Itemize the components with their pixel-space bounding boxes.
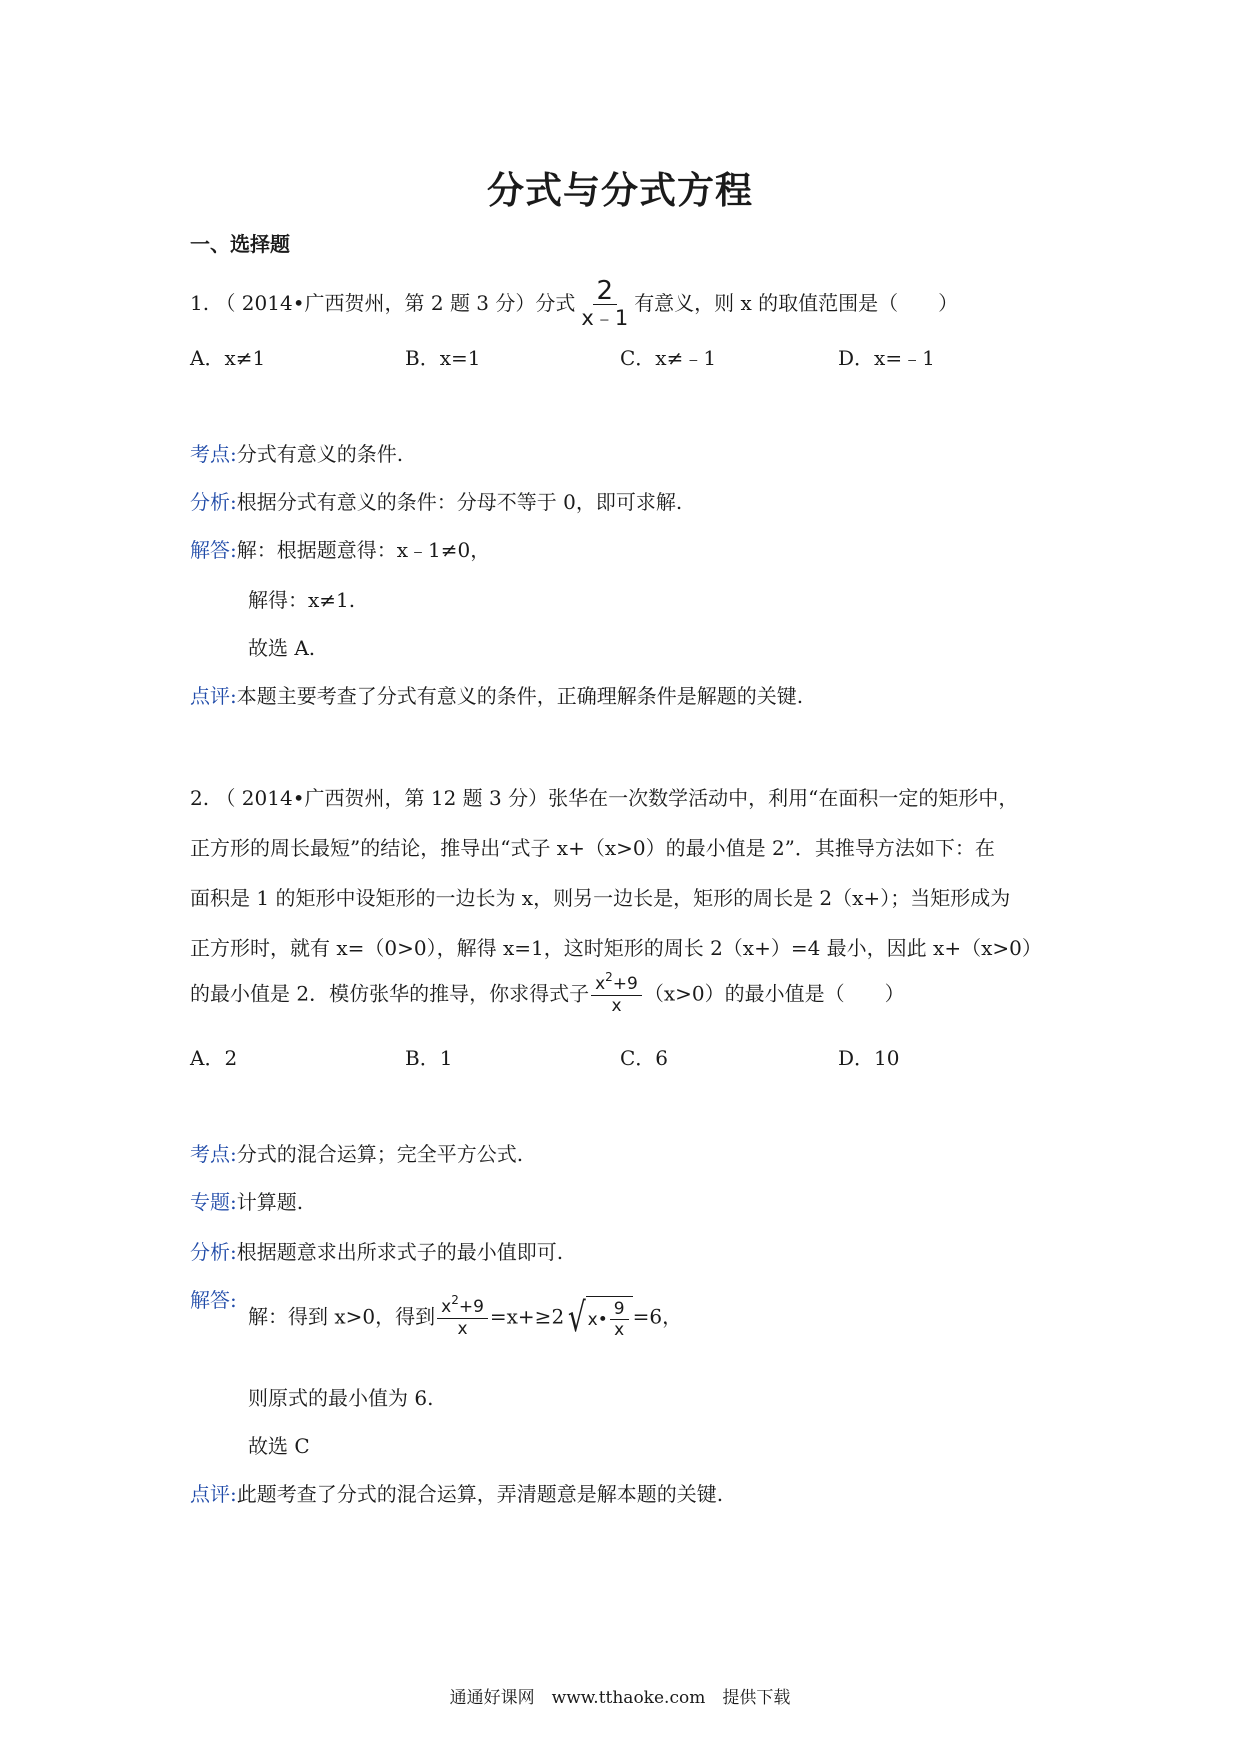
dianping-text: 本题主要考查了分式有意义的条件，正确理解条件是解题的关键. xyxy=(236,684,804,708)
radical-sign: √ xyxy=(567,1295,586,1341)
question-1-number: 1. xyxy=(190,291,210,315)
numerator-x: x xyxy=(441,1297,452,1317)
jieda-fraction xyxy=(437,1293,488,1339)
question-2-text-5a: 的最小值是 2．模仿张华的推导，你求得式子 xyxy=(190,981,590,1006)
numerator-exponent: 2 xyxy=(451,1293,459,1307)
question-2-fraction xyxy=(591,970,642,1016)
zhuanti-text: 计算题. xyxy=(236,1190,304,1214)
question-2-number: 2. xyxy=(190,786,210,810)
question-1-source: （ 2014•广西贺州，第 2 题 3 分）分式 xyxy=(215,291,576,315)
q2-jieda-line-1 xyxy=(248,1293,683,1341)
option-d: D．10 xyxy=(838,1046,900,1070)
radicand-dot: • xyxy=(597,1309,608,1330)
kaodian-label: 考点: xyxy=(190,1142,237,1166)
page-title: 分式与分式方程 xyxy=(487,169,753,212)
fraction-denominator: x﹣1 xyxy=(581,306,629,330)
question-2-line-2: 正方形的周长最短”的结论，推导出“式子 x+（x>0）的最小值是 2”．其推导方法如下：在 xyxy=(190,836,995,860)
q2-jieda-line-3: 故选 C xyxy=(248,1434,310,1458)
numerator-rest: +9 xyxy=(612,974,638,994)
question-2-line-3: 面积是 1 的矩形中设矩形的一边长为 x，则另一边长是，矩形的周长是 2（x+）；当矩形成为 xyxy=(190,886,1011,910)
q2-kaodian xyxy=(190,1140,523,1168)
jieda-text-1b: =x+≥2 xyxy=(489,1304,565,1329)
zhuanti-label: 专题: xyxy=(190,1190,237,1214)
kaodian-text: 分式有意义的条件. xyxy=(236,442,404,466)
numerator-x: x xyxy=(595,974,606,994)
q2-dianping xyxy=(190,1480,723,1508)
question-2-text-1: （ 2014•广西贺州，第 12 题 3 分）张华在一次数学活动中，利用“在面积一定的矩形中， xyxy=(215,786,1019,810)
question-1-stem xyxy=(190,278,958,331)
option-b: B．x=1 xyxy=(405,346,481,370)
q2-fenxi xyxy=(190,1238,563,1266)
radicand-x: x xyxy=(587,1309,598,1330)
question-1-stem-end: 有意义，则 x 的取值范围是（ ） xyxy=(634,291,959,315)
q1-fenxi xyxy=(190,488,682,516)
q2-zhuanti xyxy=(190,1188,303,1216)
radicand xyxy=(586,1296,633,1340)
q1-dianping xyxy=(190,682,803,710)
q1-jieda-line-2: 解得：x≠1. xyxy=(248,588,356,612)
question-2-line-4: 正方形时，就有 x=（0>0），解得 x=1，这时矩形的周长 2（x+）=4 最小，因此 x+（x>0） xyxy=(190,936,1042,960)
q2-jieda-label xyxy=(190,1286,237,1314)
question-1-fraction xyxy=(577,278,632,331)
question-2-text-5b: （x>0）的最小值是（ ） xyxy=(643,981,905,1006)
fraction-denominator: x xyxy=(614,1320,625,1340)
fraction-denominator: x xyxy=(611,996,622,1016)
fraction-numerator xyxy=(437,1293,488,1319)
question-2-line-5 xyxy=(190,970,905,1016)
fraction-numerator: 9 xyxy=(610,1299,629,1320)
option-b: B．1 xyxy=(405,1046,453,1070)
dianping-label: 点评: xyxy=(190,684,237,708)
fenxi-text: 根据分式有意义的条件：分母不等于 0，即可求解. xyxy=(236,490,683,514)
q1-jieda xyxy=(190,536,490,564)
dianping-label: 点评: xyxy=(190,1482,237,1506)
jieda-text-1a: 解：得到 x>0，得到 xyxy=(248,1304,436,1329)
dianping-text: 此题考查了分式的混合运算，弄清题意是解本题的关键. xyxy=(236,1482,724,1506)
radicand-fraction xyxy=(610,1299,629,1340)
square-root xyxy=(564,1296,632,1340)
section-heading: 一、选择题 xyxy=(190,232,290,256)
question-2-line-1 xyxy=(190,784,1018,812)
numerator-rest: +9 xyxy=(458,1297,484,1317)
option-a: A．2 xyxy=(190,1046,238,1070)
fenxi-label: 分析: xyxy=(190,1240,237,1264)
option-c: C．6 xyxy=(620,1046,669,1070)
kaodian-text: 分式的混合运算；完全平方公式. xyxy=(236,1142,524,1166)
option-a: A．x≠1 xyxy=(190,346,266,370)
fraction-numerator: 2 xyxy=(593,278,618,305)
footer-credit: 通通好课网 www.tthaoke.com 提供下载 xyxy=(449,1688,791,1708)
kaodian-label: 考点: xyxy=(190,442,237,466)
jieda-text-1c: =6， xyxy=(632,1304,683,1329)
q1-kaodian xyxy=(190,440,403,468)
option-d: D．x=﹣1 xyxy=(838,346,935,370)
jieda-label: 解答: xyxy=(190,538,237,562)
option-c: C．x≠﹣1 xyxy=(620,346,717,370)
q1-jieda-line-3: 故选 A. xyxy=(248,636,316,660)
fenxi-text: 根据题意求出所求式子的最小值即可. xyxy=(236,1240,564,1264)
numerator-exponent: 2 xyxy=(605,970,613,984)
fraction-denominator: x xyxy=(457,1319,468,1339)
fenxi-label: 分析: xyxy=(190,490,237,514)
q2-jieda-line-2: 则原式的最小值为 6. xyxy=(248,1386,434,1410)
jieda-line-1: 解：根据题意得：x﹣1≠0， xyxy=(236,538,491,562)
fraction-numerator xyxy=(591,970,642,996)
jieda-label: 解答: xyxy=(190,1288,237,1312)
